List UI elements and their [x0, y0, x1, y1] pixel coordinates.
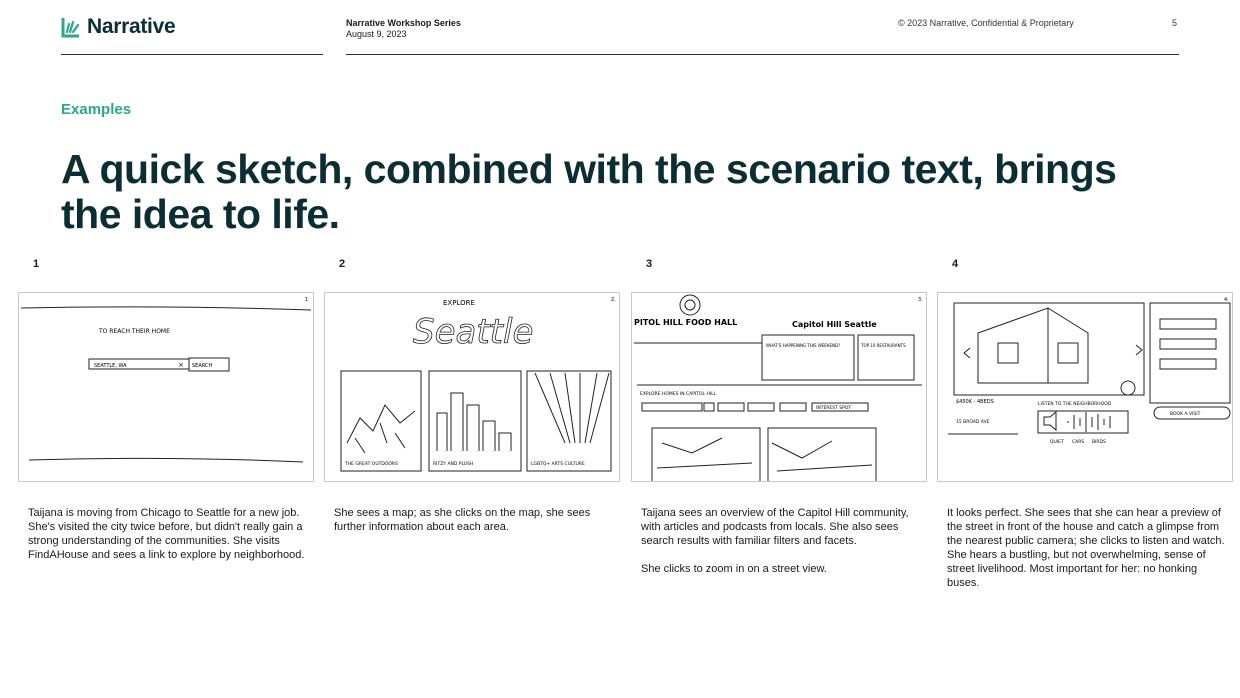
sketch-drawing	[938, 293, 1232, 481]
sketch-drawing	[325, 293, 619, 481]
sketch-explore-label: EXPLORE	[443, 299, 475, 307]
caption-paragraph: Taijana sees an overview of the Capitol Hill community, with articles and podcasts from locals. She also sees search results with familiar filters and facets.	[641, 507, 909, 547]
sketch-card-label: RITZY AND PLUSH	[433, 462, 474, 467]
series-date: August 9, 2023	[346, 29, 407, 39]
sketch-address: 15 BROAD AVE	[956, 420, 990, 425]
page-headline: A quick sketch, combined with the scenario text, brings the idea to life.	[61, 146, 1117, 237]
sketch-city-name: Seattle	[413, 312, 534, 352]
sketch-community-page	[631, 292, 927, 482]
sketch-card-label: TOP 10 RESTAURANTS	[861, 343, 906, 348]
panel-number: 4	[952, 258, 959, 270]
panel-caption	[28, 506, 310, 576]
sketch-search-page	[18, 292, 314, 482]
copyright-notice: © 2023 Narrative, Confidential & Proprietary	[898, 18, 1074, 28]
sketch-chip: QUIET	[1050, 440, 1064, 445]
caption-paragraph: She clicks to zoom in on a street view.	[641, 563, 827, 575]
sketch-book-button: BOOK A VISIT	[1170, 412, 1201, 417]
sketch-drawing	[19, 293, 313, 481]
sketch-price: $450K - 4BEDS	[956, 399, 994, 405]
close-icon: ×	[178, 361, 184, 369]
sketch-street-view	[937, 292, 1233, 482]
sketch-search-value: SEATTLE, WA	[94, 363, 127, 369]
sketch-explore-label: EXPLORE HOMES IN CAPITOL HILL	[640, 392, 717, 397]
caption-paragraph: It looks perfect. She sees that she can hear a preview of the street in front of the house and catch a glimpse from the nearest public camera; she clicks to listen and watch. She hears a bustling, but not overwhelming, sense of street livelihood. Most important for her: no honking buses.	[947, 507, 1225, 589]
corner-mark: 3.	[918, 297, 923, 303]
caption-paragraph: Taijana is moving from Chicago to Seattle for a new job. She's visited the city twice before, but didn't really gain a strong understanding of the communities. She visits FindAHouse and sees a link to explore by neighborhood.	[28, 507, 305, 561]
corner-mark: 2.	[611, 297, 616, 303]
panel-number: 2	[339, 258, 346, 270]
sketch-drawing	[632, 293, 926, 481]
corner-mark: 1	[305, 297, 309, 303]
sketch-interest-spot: INTEREST SPOT	[816, 406, 852, 411]
sketch-explore-map	[324, 292, 620, 482]
panel-number: 3	[646, 258, 653, 270]
sketch-search-button: SEARCH	[192, 363, 213, 369]
sketch-title: Capitol Hill Seattle	[792, 320, 877, 329]
series-title: Narrative Workshop Series	[346, 18, 461, 28]
sketch-banner: PITOL HILL FOOD HALL	[634, 318, 738, 327]
header-divider-left	[61, 54, 323, 55]
series-info	[346, 18, 461, 40]
sketch-heading: TO REACH THEIR HOME	[99, 328, 170, 335]
narrative-logo-icon	[61, 16, 81, 38]
sketch-card-label: LGBTQ+ ARTS CULTURE	[531, 462, 585, 467]
sketch-card-label: WHAT'S HAPPENING THIS WEEKEND?	[766, 343, 841, 348]
panel-number: 1	[33, 258, 40, 270]
page-number: 5	[1172, 18, 1178, 28]
corner-mark: 4.	[1224, 297, 1229, 303]
sketch-chip: CARS	[1072, 440, 1085, 445]
sketch-chip: BIRDS	[1092, 440, 1106, 445]
section-label: Examples	[61, 101, 132, 118]
panel-caption	[641, 506, 923, 590]
brand-logo	[61, 15, 175, 39]
sketch-card-label: THE GREAT OUTDOORS	[345, 462, 398, 467]
caption-paragraph: She sees a map; as she clicks on the map, she sees further information about each area.	[334, 507, 591, 533]
sketch-listen-label: LISTEN TO THE NEIGHBORHOOD	[1038, 402, 1112, 407]
header-divider-right	[346, 54, 1179, 55]
panel-caption	[334, 506, 616, 548]
panel-caption	[947, 506, 1229, 604]
brand-name: Narrative	[87, 15, 176, 38]
